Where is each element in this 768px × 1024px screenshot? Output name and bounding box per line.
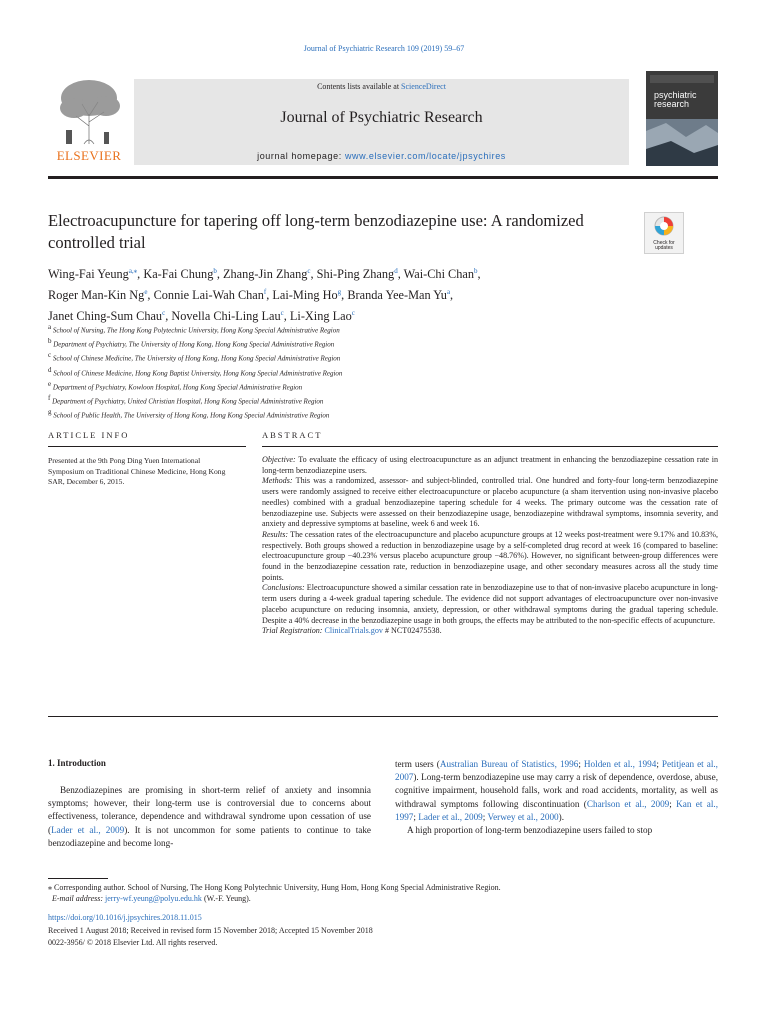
author-affiliation-mark[interactable]: f	[263, 288, 267, 297]
abstract-methods-label: Methods:	[262, 476, 293, 486]
affiliation-text: Department of Psychiatry, United Christian Hospital, Hong Kong Special Administrative Region	[52, 397, 324, 406]
author-affiliation-mark[interactable]: a	[446, 288, 451, 297]
intro-text: ;	[578, 759, 584, 769]
cover-title-line-2: research	[654, 99, 690, 109]
affiliation-item	[48, 407, 718, 421]
reference-link[interactable]: Australian Bureau of Statistics, 1996	[439, 759, 579, 769]
reference-link[interactable]: Lader et al., 2009	[418, 811, 483, 822]
affiliation-list	[48, 322, 718, 422]
author-separator: ,	[341, 288, 348, 303]
affiliation-text: Department of Psychiatry, Kowloon Hospital, Hong Kong Special Administrative Region	[52, 383, 303, 392]
intro-left-column	[48, 784, 371, 850]
citation-link[interactable]: Journal of Psychiatric Research 109 (2019) 59–67	[303, 44, 465, 53]
affiliation-mark: f	[48, 394, 51, 403]
contents-line	[134, 82, 629, 91]
affiliation-mark: d	[48, 365, 52, 374]
check-for-updates-badge[interactable]	[644, 212, 684, 254]
affiliation-text: School of Public Health, The University of Hong Kong, Hong Kong Special Administrative Region	[53, 411, 330, 420]
affiliation-item	[48, 393, 718, 407]
affiliation-text: School of Nursing, The Hong Kong Polytechnic University, Hong Kong Special Administrative Region	[52, 326, 340, 335]
reference-link[interactable]: Lader et al., 2009	[51, 824, 125, 835]
elsevier-logo	[48, 76, 130, 164]
affiliation-item	[48, 350, 718, 364]
author-affiliation-mark[interactable]: a,⁎	[128, 267, 138, 275]
intro-paragraph: A high proportion of long-term benzodiazepine users failed to stop	[407, 825, 653, 836]
contents-prefix: Contents lists available at	[317, 82, 402, 91]
clinicaltrials-link[interactable]: ClinicalTrials.gov	[324, 626, 383, 636]
reference-link[interactable]: Kan et al., 1997	[395, 798, 718, 822]
affiliation-mark: a	[48, 323, 52, 331]
author-name: Novella Chi-Ling Lau	[171, 309, 281, 324]
abstract-results	[262, 530, 718, 584]
affiliation-text: Department of Psychiatry, The University of Hong Kong, Hong Kong Special Administrative Region	[53, 340, 335, 349]
elsevier-wordmark: ELSEVIER	[56, 148, 122, 163]
intro-text: ;	[482, 811, 488, 822]
journal-citation[interactable]	[0, 44, 768, 53]
author-affiliation-mark[interactable]: c	[162, 309, 166, 318]
author-name: Wai-Chi Chan	[403, 267, 475, 282]
affiliation-mark: c	[48, 351, 52, 360]
reference-link[interactable]: Verwey et al., 2000	[487, 811, 559, 822]
cover-title	[654, 91, 697, 109]
author-name: Li-Xing Lao	[289, 309, 352, 324]
intro-text: ). Long-term benzodiazepine use may carry a risk of dependence, overdose, abuse, cognitive impairment, household falls, work and road accidents, mortality, as well as withdrawal symptoms following discontinuation (	[395, 772, 718, 809]
author-separator: ,	[397, 267, 404, 282]
intro-text: ). It is not uncommon for some patients to continue to take benzodiazepine and become long-	[48, 824, 371, 848]
doi-link[interactable]: https://doi.org/10.1016/j.jpsychires.2018.11.015	[48, 913, 202, 922]
author-separator: ,	[450, 288, 454, 303]
abstract-rule	[262, 446, 718, 447]
crossmark-icon	[654, 216, 674, 236]
intro-right-column	[395, 758, 718, 837]
author-affiliation-mark[interactable]: e	[144, 288, 148, 297]
author-separator: ,	[283, 309, 290, 324]
footnotes	[48, 882, 718, 904]
journal-name: Journal of Psychiatric Research	[280, 109, 483, 126]
author-name: Roger Man-Kin Ng	[48, 288, 145, 303]
doi-line[interactable]	[48, 913, 202, 922]
abstract-registration-label: Trial Registration:	[262, 626, 323, 636]
abstract-objective-text: To evaluate the efficacy of using electroacupuncture as an adjunct treatment in enhancing the benzodiazepine cessation rate in long-term benzodiazepine users.	[262, 455, 719, 475]
author-name: Branda Yee-Man Yu	[347, 288, 447, 303]
affiliation-text: School of Chinese Medicine, Hong Kong Baptist University, Hong Kong Special Administrative Region	[53, 369, 343, 378]
abstract-objective-label: Objective:	[262, 455, 296, 464]
abstract-conclusions	[262, 583, 718, 626]
abstract-conclusions-label: Conclusions:	[262, 583, 305, 593]
reference-link[interactable]: Holden et al., 1994	[583, 759, 657, 769]
intro-text: Benzodiazepines are promising in short-term relief of anxiety and insomnia symptoms; however, their long-term use is controversial due to concerns about effectiveness, tolerance, dependence and withdrawal syndrome upon cessation of use (	[48, 785, 371, 835]
author-affiliation-mark[interactable]: d	[394, 267, 398, 275]
article-info-rule	[48, 446, 246, 447]
corresponding-author-note: ⁎ Corresponding author. School of Nursing, The Hong Kong Polytechnic University, Hung Hom, Hong Kong Special Administrative Region.	[48, 883, 501, 892]
affiliation-item	[48, 322, 718, 336]
author-name: Ka-Fai Chung	[143, 267, 214, 282]
author-separator: ,	[266, 288, 273, 303]
registration-id: # NCT02475538.	[382, 626, 442, 636]
author-affiliation-mark[interactable]: b	[213, 267, 217, 275]
intro-paragraph	[48, 784, 371, 850]
abstract-methods	[262, 476, 718, 530]
affiliation-item	[48, 365, 718, 379]
author-name: Lai-Ming Ho	[272, 288, 338, 303]
intro-text: term users (	[395, 759, 440, 769]
elsevier-tree-icon	[54, 76, 124, 146]
intro-text: ;	[413, 811, 419, 822]
affiliation-text: School of Chinese Medicine, The University of Hong Kong, Hong Kong Special Administrative Region	[52, 354, 341, 363]
email-note	[48, 893, 718, 904]
email-link[interactable]: jerry-wf.yeung@polyu.edu.hk	[105, 894, 202, 903]
homepage-link[interactable]: www.elsevier.com/locate/jpsychires	[344, 151, 506, 161]
journal-cover-image[interactable]	[646, 71, 718, 166]
abstract-bottom-rule	[48, 716, 718, 717]
affiliation-item	[48, 336, 718, 350]
cover-art-icon	[646, 71, 718, 166]
author-affiliation-mark[interactable]: c	[307, 267, 311, 275]
sciencedirect-link[interactable]: ScienceDirect	[401, 82, 446, 91]
author-separator: ,	[216, 267, 224, 282]
reference-link[interactable]: Charlson et al., 2009	[586, 798, 670, 809]
copyright-line: 0022-3956/ © 2018 Elsevier Ltd. All rights reserved.	[48, 938, 218, 947]
intro-text: ).	[558, 811, 565, 822]
author-list	[48, 262, 718, 325]
author-name: Zhang-Jin Zhang	[223, 267, 308, 282]
abstract-body	[262, 455, 718, 637]
author-name: Wing-Fai Yeung	[48, 267, 129, 282]
crossmark-label	[645, 241, 683, 251]
header-rule	[48, 176, 718, 179]
affiliation-mark: b	[48, 337, 52, 346]
author-separator: ,	[165, 309, 172, 324]
journal-homepage-line	[134, 151, 629, 161]
journal-banner	[134, 79, 629, 165]
homepage-prefix: journal homepage:	[257, 151, 345, 161]
author-name: Connie Lai-Wah Chan	[153, 288, 264, 303]
affiliation-mark: e	[48, 379, 52, 388]
abstract-objective	[262, 455, 718, 476]
intro-text: ;	[669, 798, 677, 809]
affiliation-mark: g	[48, 408, 52, 417]
received-dates: Received 1 August 2018; Received in revised form 15 November 2018; Accepted 15 November 2018	[48, 926, 373, 935]
author-name: Janet Ching-Sum Chau	[48, 309, 163, 324]
article-info-text: Presented at the 9th Pong Ding Yuen International Symposium on Traditional Chinese Medicine, Hong Kong SAR, December 6, 2015.	[48, 456, 226, 487]
email-suffix: (W.-F. Yeung).	[201, 894, 251, 903]
introduction-heading: 1. Introduction	[48, 758, 106, 768]
author-separator: ,	[477, 267, 481, 282]
author-name: Shi-Ping Zhang	[316, 267, 395, 282]
abstract-heading: ABSTRACT	[262, 430, 323, 440]
affiliation-item	[48, 379, 718, 393]
footnote-rule	[48, 878, 108, 879]
abstract-methods-text: This was a randomized, assessor- and subject-blinded, controlled trial. One hundred and forty-four long-term benzodiazepine users were randomly assigned to receive either electroacupuncture or placebo acupuncture (a sham itervention using non-invasive placebo needles) combined with a gradual benzodiazepine tapering schedule for 4 weeks. The primary outcome was the cessation rate of benzodiazepine use. Subjects were assessed on their benzodiazepine usage, benzodiazepine withdrawal symptoms, insomnia severity, and anxiety and depressive symptoms at baseline, week 6 and week 16.	[262, 476, 718, 529]
author-affiliation-mark[interactable]: g	[337, 288, 342, 297]
author-affiliation-mark[interactable]: b	[474, 267, 478, 275]
author-affiliation-mark[interactable]: c	[280, 309, 284, 318]
author-separator: ,	[310, 267, 317, 282]
intro-text: ;	[656, 759, 662, 769]
cover-title-line-1: psychiatric	[654, 90, 697, 100]
intro-paragraph	[395, 758, 718, 824]
article-title: Electroacupuncture for tapering off long-term benzodiazepine use: A randomized controlled trial	[48, 211, 584, 252]
article-info-heading: ARTICLE INFO	[48, 430, 130, 440]
abstract-results-text: The cessation rates of the electroacupuncture and placebo acupuncture groups at 12 weeks post-treatment were 9.17% and 10.83%, respectively. Both groups showed a reduction in benzodiazepine usage by a self-completed drug record at week 16 (compared to baseline: electroacupuncture group −40.23% versus placebo acupuncture group −48.76%). However, no significant between-group differences were found in the benzodiazepine cessation rate, reduction in benzodiazepine usage, and other secondary measures across all the study time points.	[262, 529, 718, 582]
reference-link[interactable]: Petitjean et al., 2007	[395, 759, 718, 783]
email-label: E-mail address:	[52, 894, 104, 903]
author-separator: ,	[147, 288, 154, 303]
author-affiliation-mark[interactable]: c	[351, 309, 355, 318]
abstract-results-label: Results:	[262, 529, 289, 539]
abstract-registration	[262, 626, 718, 637]
author-separator: ,	[137, 267, 144, 282]
crossmark-label-line-1: Check for	[653, 240, 675, 246]
crossmark-label-line-2: updates	[655, 245, 673, 251]
abstract-conclusions-text: Electroacupuncture showed a similar cessation rate in benzodiazepine use to that of non-invasive placebo acupuncture in long-term users during a 4-week gradual tapering schedule. The evidence did not support advantages of electroacupuncture over non-invasive placebo acupuncture on reducing insomnia, anxiety, depression, or other withdrawal symptoms during the gradual tapering schedule. Despite a 40% decrease in the benzodiazepine usage in both groups, the effects may be attributed to the non-specific effects of acupuncture.	[262, 583, 718, 625]
